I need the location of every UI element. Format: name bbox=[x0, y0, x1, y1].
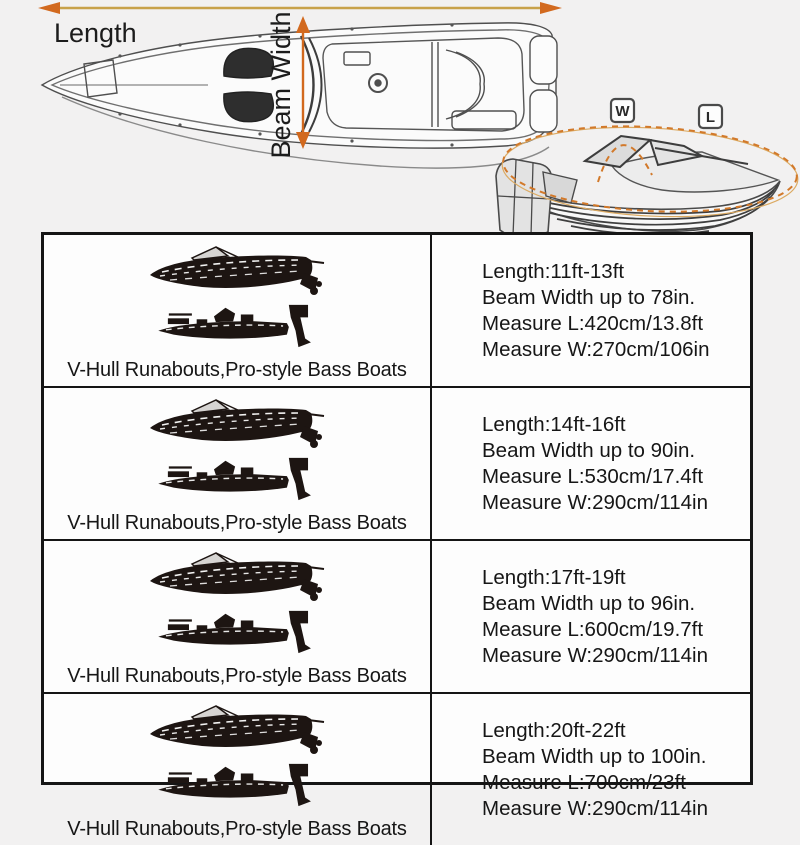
length-badge bbox=[699, 105, 722, 128]
spec-beam-width: Beam Width up to 96in. bbox=[482, 591, 696, 615]
size-specs-cell bbox=[432, 694, 750, 845]
runabout-silhouette bbox=[148, 398, 326, 448]
width-badge-letter: W bbox=[615, 103, 630, 120]
spec-beam-width: Beam Width up to 100in. bbox=[482, 744, 707, 768]
spec-beam-width: Beam Width up to 78in. bbox=[482, 285, 696, 309]
boat-types-label: V-Hull Runabouts,Pro-style Bass Boats bbox=[67, 665, 407, 687]
runabout-silhouette bbox=[148, 551, 326, 601]
spec-beam-width: Beam Width up to 90in. bbox=[482, 438, 696, 462]
bass-boat-silhouette bbox=[155, 302, 319, 350]
runabout-silhouette bbox=[148, 245, 326, 295]
spec-length: Length:11ft-13ft bbox=[482, 259, 625, 283]
spec-measure-l: Measure L:600cm/19.7ft bbox=[482, 617, 704, 641]
runabout-silhouette bbox=[148, 704, 326, 754]
spec-measure-w: Measure W:290cm/114in bbox=[482, 796, 708, 820]
width-badge bbox=[611, 99, 634, 122]
boat-types-cell bbox=[44, 388, 432, 541]
length-badge-letter: L bbox=[705, 109, 716, 126]
length-arrow bbox=[38, 2, 562, 14]
boat-types-label: V-Hull Runabouts,Pro-style Bass Boats bbox=[67, 818, 407, 840]
spec-measure-l: Measure L:530cm/17.4ft bbox=[482, 464, 704, 488]
size-specs-cell bbox=[432, 541, 750, 694]
measurement-diagram bbox=[0, 0, 800, 236]
boat-types-label: V-Hull Runabouts,Pro-style Bass Boats bbox=[67, 359, 407, 381]
spec-length: Length:14ft-16ft bbox=[482, 412, 626, 436]
boat-types-cell bbox=[44, 541, 432, 694]
size-specs-cell bbox=[432, 388, 750, 541]
spec-measure-w: Measure W:270cm/106in bbox=[482, 337, 710, 361]
size-table bbox=[41, 232, 753, 840]
spec-length: Length:17ft-19ft bbox=[482, 565, 626, 589]
spec-measure-l: Measure L:420cm/13.8ft bbox=[482, 311, 704, 335]
bass-boat-silhouette bbox=[155, 761, 319, 809]
bass-boat-silhouette bbox=[155, 455, 319, 503]
beam-width-label: Beam Width bbox=[266, 11, 296, 159]
spec-measure-l: Measure L:700cm/23ft bbox=[482, 770, 686, 794]
boat-types-cell bbox=[44, 235, 432, 388]
bass-boat-silhouette bbox=[155, 608, 319, 656]
spec-measure-w: Measure W:290cm/114in bbox=[482, 490, 708, 514]
boat-types-label: V-Hull Runabouts,Pro-style Bass Boats bbox=[67, 512, 407, 534]
length-label: Length bbox=[54, 18, 137, 48]
size-specs-cell bbox=[432, 235, 750, 388]
boat-types-cell bbox=[44, 694, 432, 845]
spec-length: Length:20ft-22ft bbox=[482, 718, 626, 742]
spec-measure-w: Measure W:290cm/114in bbox=[482, 643, 708, 667]
